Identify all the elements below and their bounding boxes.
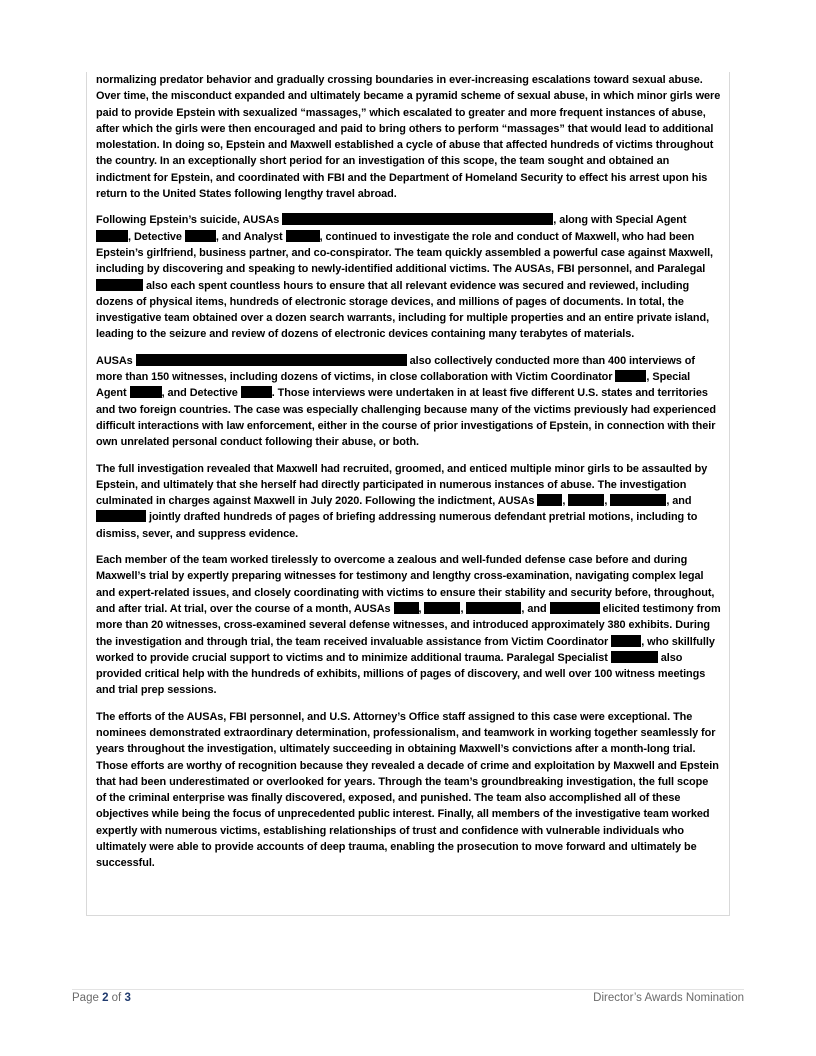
redaction-block (96, 279, 143, 291)
redaction-block (610, 494, 666, 506)
redaction-block (136, 354, 407, 366)
page-indicator: Page 2 of 3 (72, 992, 131, 1004)
paragraph-5: Each member of the team worked tirelessly to overcome a zealous and well-funded defense case before and during Maxwell’s trial by expertly preparing witnesses for testimony and lengthy cross-examination, navigating complex legal and expert-related issues, and closely coordinating with victims to ensure their stability and security before, throughout, and after trial. At trial, over the course of a month, AUSAs , , , and elicited testimony from more than 20 witnesses, cross-examined several defense witnesses, and introduced approximately 380 exhibits. During the investigation and through trial, the team received invaluable assistance from Victim Coordinator , who skillfully worked to provide crucial support to victims and to minimize additional trauma. Paralegal Specialist also provided critical help with the hundreds of exhibits, millions of pages of discovery, and well over 100 witness meetings and trial prep sessions. (96, 554, 721, 697)
footer-title: Director’s Awards Nomination (593, 992, 744, 1004)
redaction-block (286, 230, 320, 242)
redaction-block (96, 510, 146, 522)
redaction-block (394, 602, 419, 614)
redaction-block (550, 602, 600, 614)
redaction-block (96, 230, 128, 242)
redaction-block (466, 602, 521, 614)
document-body (96, 72, 721, 882)
redaction-block (611, 651, 658, 663)
paragraph-2: Following Epstein’s suicide, AUSAs , along with Special Agent , Detective , and Analyst , continued to investigate the role and conduct of Maxwell, who had been Epstein’s girlfriend, business partner, and co-conspirator. The team quickly assembled a powerful case against Maxwell, including by discovering and speaking to newly-identified additional victims. The AUSAs, FBI personnel, and Paralegal also each spent countless hours to ensure that all relevant evidence was secured and reviewed, including dozens of physical items, hundreds of electronic storage devices, and millions of pages of documents. In total, the investigative team obtained over a dozen search warrants, including for multiple properties and an entire private island, leading to the seizure and review of dozens of electronic devices containing many terabytes of materials. (96, 214, 714, 341)
footer-divider (72, 989, 744, 990)
redaction-block (611, 635, 641, 647)
paragraph-4: The full investigation revealed that Maxwell had recruited, groomed, and enticed multiple minor girls to be assaulted by Epstein, and ultimately that she herself had directly participated in numerous instances of abuse. The investigation culminated in charges against Maxwell in July 2020. Following the indictment, AUSAs , , , and jointly drafted hundreds of pages of briefing addressing numerous defendant pretrial motions, including to dismiss, sever, and suppress evidence. (96, 462, 708, 540)
redaction-block (241, 386, 272, 398)
paragraph-1: normalizing predator behavior and gradually crossing boundaries in ever-increasing escalations toward sexual abuse. Over time, the misconduct expanded and ultimately became a pyramid scheme of sexual abuse, in which minor girls were paid to provide Epstein with sexualized “massages,” which escalated to greater and more frequent instances of abuse, after which the girls were then encouraged and paid to bring others to perform “massages” that would lead to additional molestation. In doing so, Epstein and Maxwell established a cycle of abuse that affected hundreds of victims throughout the country. In an exceptionally short period for an investigation of this scope, the team sought and obtained an indictment for Epstein, and coordinated with FBI and the Department of Homeland Security to effect his arrest upon his return to the United States following lengthy travel abroad. (96, 74, 721, 201)
redaction-block (568, 494, 604, 506)
redaction-block (615, 370, 646, 382)
redaction-block (282, 213, 553, 225)
redaction-block (185, 230, 216, 242)
paragraph-3: AUSAs also collectively conducted more than 400 interviews of more than 150 witnesses, including dozens of victims, in close collaboration with Victim Coordinator , Special Agent , and Detective . Those interviews were undertaken in at least five different U.S. states and territories and two foreign countries. The case was especially challenging because many of the victims previously had experienced difficult interactions with law enforcement, either in the course of prior investigations of Epstein, in connection with their own unrelated personal conduct following their abuse, or both. (96, 354, 716, 449)
redaction-block (424, 602, 460, 614)
paragraph-6: The efforts of the AUSAs, FBI personnel, and U.S. Attorney’s Office staff assigned to this case were exceptional. The nominees demonstrated extraordinary determination, professionalism, and teamwork in working together seamlessly for years throughout the investigation, ultimately succeeding in obtaining Maxwell’s convictions after a month-long trial. Those efforts are worthy of recognition because they revealed a decade of crime and exploitation by Maxwell and Epstein that had been underestimated or overlooked for years. Through the team’s groundbreaking investigation, the full scope of the criminal enterprise was finally discovered, exposed, and punished. The team also accomplished all of these objectives while being the focus of unprecedented public interest. Finally, all members of the investigative team worked expertly with numerous victims, establishing relationships of trust and confidence with vulnerable individuals who ultimately were able to provide accounts of deep trauma, enabling the prosecution to move forward and ultimately be successful. (96, 710, 719, 870)
redaction-block (130, 386, 162, 398)
redaction-block (537, 494, 562, 506)
